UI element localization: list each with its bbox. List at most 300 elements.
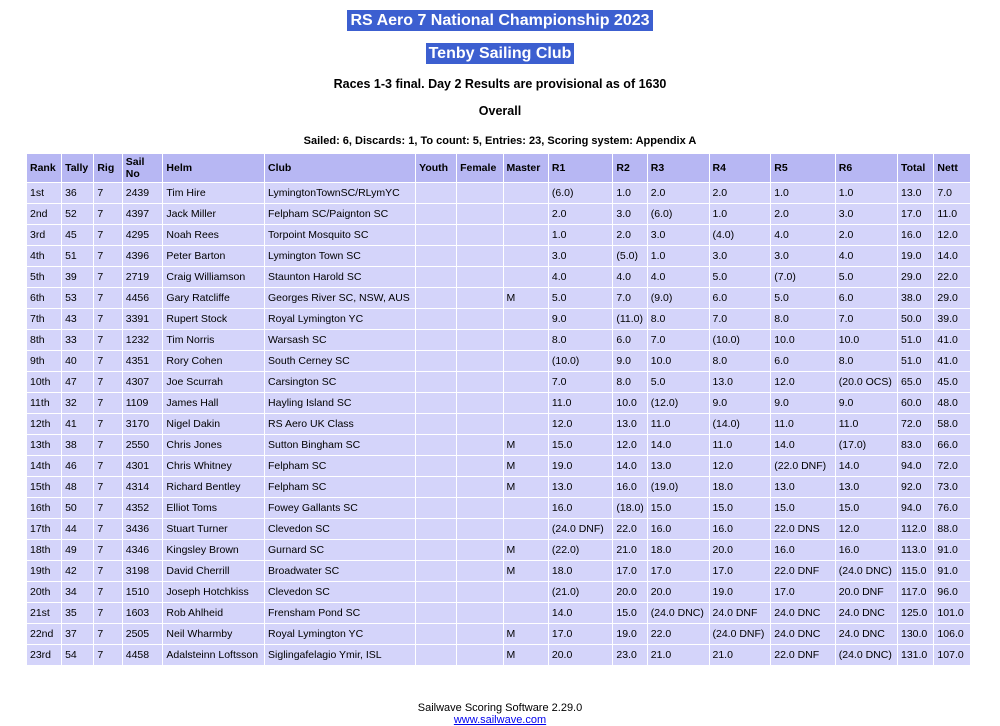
table-cell: 45 bbox=[62, 225, 93, 245]
table-cell bbox=[457, 288, 502, 308]
table-cell: 12.0 bbox=[710, 456, 771, 476]
column-header: Master bbox=[504, 154, 548, 182]
table-cell: 10th bbox=[27, 372, 61, 392]
table-body bbox=[27, 183, 970, 665]
table-row bbox=[27, 288, 970, 308]
column-header: Youth bbox=[416, 154, 456, 182]
table-cell bbox=[457, 183, 502, 203]
table-cell bbox=[457, 393, 502, 413]
table-cell: 12.0 bbox=[549, 414, 613, 434]
table-cell: 19.0 bbox=[549, 456, 613, 476]
table-cell: Sutton Bingham SC bbox=[265, 435, 415, 455]
column-header: Helm bbox=[163, 154, 264, 182]
table-cell: 1.0 bbox=[549, 225, 613, 245]
table-cell bbox=[416, 582, 456, 602]
table-cell: (24.0 DNC) bbox=[836, 561, 897, 581]
table-cell: 1.0 bbox=[836, 183, 897, 203]
table-cell bbox=[504, 414, 548, 434]
table-cell: Chris Jones bbox=[163, 435, 264, 455]
footer bbox=[0, 702, 1000, 726]
table-cell bbox=[416, 540, 456, 560]
table-cell: 7 bbox=[94, 645, 121, 665]
table-cell: 29.0 bbox=[934, 288, 970, 308]
table-cell: (4.0) bbox=[710, 225, 771, 245]
table-cell: 4397 bbox=[123, 204, 163, 224]
column-header: R1 bbox=[549, 154, 613, 182]
table-cell: 76.0 bbox=[934, 498, 970, 518]
table-cell: (10.0) bbox=[710, 330, 771, 350]
table-cell: 32 bbox=[62, 393, 93, 413]
table-cell: Felpham SC bbox=[265, 477, 415, 497]
table-cell: 5.0 bbox=[710, 267, 771, 287]
table-cell: 16.0 bbox=[771, 540, 835, 560]
table-cell bbox=[416, 519, 456, 539]
table-cell bbox=[504, 351, 548, 371]
table-cell: 24.0 DNC bbox=[836, 624, 897, 644]
table-cell: 4456 bbox=[123, 288, 163, 308]
table-cell: Tim Norris bbox=[163, 330, 264, 350]
table-row bbox=[27, 456, 970, 476]
table-cell: 16.0 bbox=[898, 225, 933, 245]
table-cell: 41.0 bbox=[934, 351, 970, 371]
results-table bbox=[26, 153, 971, 666]
table-cell bbox=[416, 288, 456, 308]
table-cell: James Hall bbox=[163, 393, 264, 413]
table-row bbox=[27, 372, 970, 392]
table-cell: 9.0 bbox=[549, 309, 613, 329]
table-cell: 4.0 bbox=[836, 246, 897, 266]
table-cell: (24.0 DNC) bbox=[836, 645, 897, 665]
table-row bbox=[27, 561, 970, 581]
table-cell: Frensham Pond SC bbox=[265, 603, 415, 623]
table-row bbox=[27, 645, 970, 665]
table-cell: 22.0 DNF bbox=[771, 561, 835, 581]
table-cell: 15.0 bbox=[710, 498, 771, 518]
table-cell: Gary Ratcliffe bbox=[163, 288, 264, 308]
table-cell: 125.0 bbox=[898, 603, 933, 623]
table-cell bbox=[416, 561, 456, 581]
table-cell: 9.0 bbox=[836, 393, 897, 413]
column-header: R3 bbox=[648, 154, 709, 182]
table-cell: 7.0 bbox=[710, 309, 771, 329]
table-cell: 42 bbox=[62, 561, 93, 581]
table-cell: 41.0 bbox=[934, 330, 970, 350]
table-cell: 8.0 bbox=[613, 372, 646, 392]
table-cell: 4.0 bbox=[771, 225, 835, 245]
table-cell: David Cherrill bbox=[163, 561, 264, 581]
table-cell: M bbox=[504, 645, 548, 665]
table-cell: 5.0 bbox=[836, 267, 897, 287]
table-cell bbox=[504, 393, 548, 413]
table-cell: 51 bbox=[62, 246, 93, 266]
table-cell: 12.0 bbox=[613, 435, 646, 455]
table-cell: 43 bbox=[62, 309, 93, 329]
table-cell: 19.0 bbox=[898, 246, 933, 266]
table-cell: Gurnard SC bbox=[265, 540, 415, 560]
table-cell: 7 bbox=[94, 246, 121, 266]
table-cell bbox=[504, 204, 548, 224]
table-cell: 91.0 bbox=[934, 561, 970, 581]
table-cell: 13.0 bbox=[771, 477, 835, 497]
table-cell bbox=[416, 267, 456, 287]
table-cell: 13.0 bbox=[898, 183, 933, 203]
table-cell: 7 bbox=[94, 540, 121, 560]
table-cell: 1232 bbox=[123, 330, 163, 350]
column-header: Rig bbox=[94, 154, 121, 182]
table-cell: LymingtonTownSC/RLymYC bbox=[265, 183, 415, 203]
table-cell: 16.0 bbox=[549, 498, 613, 518]
table-cell: 7.0 bbox=[549, 372, 613, 392]
table-cell: M bbox=[504, 561, 548, 581]
table-cell: 131.0 bbox=[898, 645, 933, 665]
table-cell: 4458 bbox=[123, 645, 163, 665]
table-cell: 2nd bbox=[27, 204, 61, 224]
table-cell: 18.0 bbox=[710, 477, 771, 497]
table-cell: (14.0) bbox=[710, 414, 771, 434]
table-cell: 13.0 bbox=[549, 477, 613, 497]
table-cell: 106.0 bbox=[934, 624, 970, 644]
table-cell: (5.0) bbox=[613, 246, 646, 266]
table-cell: Royal Lymington YC bbox=[265, 309, 415, 329]
table-cell: (24.0 DNC) bbox=[648, 603, 709, 623]
table-cell: 40 bbox=[62, 351, 93, 371]
table-cell: 9.0 bbox=[613, 351, 646, 371]
table-cell: 8.0 bbox=[549, 330, 613, 350]
table-cell: 1510 bbox=[123, 582, 163, 602]
table-cell: 17th bbox=[27, 519, 61, 539]
table-cell: 3rd bbox=[27, 225, 61, 245]
table-cell: 13.0 bbox=[613, 414, 646, 434]
table-cell: Rob Ahlheid bbox=[163, 603, 264, 623]
table-cell: 1st bbox=[27, 183, 61, 203]
venue-title: Tenby Sailing Club bbox=[426, 43, 575, 64]
table-cell: 6.0 bbox=[710, 288, 771, 308]
table-cell: 20th bbox=[27, 582, 61, 602]
table-row bbox=[27, 540, 970, 560]
table-cell bbox=[457, 582, 502, 602]
table-cell: (21.0) bbox=[549, 582, 613, 602]
table-cell: 8.0 bbox=[710, 351, 771, 371]
table-cell: 19.0 bbox=[613, 624, 646, 644]
table-cell: 22.0 bbox=[648, 624, 709, 644]
table-cell bbox=[416, 603, 456, 623]
table-cell: 7 bbox=[94, 456, 121, 476]
table-cell bbox=[416, 393, 456, 413]
table-row bbox=[27, 183, 970, 203]
table-cell: 7 bbox=[94, 393, 121, 413]
table-cell: 94.0 bbox=[898, 498, 933, 518]
table-cell: 5.0 bbox=[648, 372, 709, 392]
table-cell: RS Aero UK Class bbox=[265, 414, 415, 434]
table-cell: 41 bbox=[62, 414, 93, 434]
table-cell: 50 bbox=[62, 498, 93, 518]
table-cell: 13th bbox=[27, 435, 61, 455]
table-cell: Joseph Hotchkiss bbox=[163, 582, 264, 602]
table-cell: 58.0 bbox=[934, 414, 970, 434]
table-cell: Elliot Toms bbox=[163, 498, 264, 518]
table-cell: 7 bbox=[94, 309, 121, 329]
table-cell: 3436 bbox=[123, 519, 163, 539]
table-cell: 35 bbox=[62, 603, 93, 623]
table-cell: 4351 bbox=[123, 351, 163, 371]
column-header: R2 bbox=[613, 154, 646, 182]
table-cell: 11.0 bbox=[710, 435, 771, 455]
table-cell: 73.0 bbox=[934, 477, 970, 497]
table-row bbox=[27, 498, 970, 518]
table-cell: 2.0 bbox=[613, 225, 646, 245]
table-cell: 4295 bbox=[123, 225, 163, 245]
table-cell: 7 bbox=[94, 183, 121, 203]
table-cell: 8th bbox=[27, 330, 61, 350]
table-row bbox=[27, 624, 970, 644]
table-row bbox=[27, 603, 970, 623]
table-cell: 11th bbox=[27, 393, 61, 413]
table-cell: 72.0 bbox=[934, 456, 970, 476]
table-cell bbox=[457, 540, 502, 560]
table-cell: 4314 bbox=[123, 477, 163, 497]
table-cell bbox=[457, 645, 502, 665]
table-cell: 16.0 bbox=[836, 540, 897, 560]
table-cell bbox=[457, 414, 502, 434]
table-cell bbox=[416, 624, 456, 644]
table-cell: Felpham SC/Paignton SC bbox=[265, 204, 415, 224]
table-cell: 4301 bbox=[123, 456, 163, 476]
table-cell: Georges River SC, NSW, AUS bbox=[265, 288, 415, 308]
table-cell: (17.0) bbox=[836, 435, 897, 455]
table-cell: Kingsley Brown bbox=[163, 540, 264, 560]
table-cell bbox=[457, 267, 502, 287]
table-cell: 18th bbox=[27, 540, 61, 560]
table-cell bbox=[416, 498, 456, 518]
table-cell: 3.0 bbox=[613, 204, 646, 224]
table-cell: 15.0 bbox=[613, 603, 646, 623]
table-cell: 34 bbox=[62, 582, 93, 602]
table-cell: Siglingafelagio Ymir, ISL bbox=[265, 645, 415, 665]
column-header: Tally bbox=[62, 154, 93, 182]
table-cell: 1.0 bbox=[771, 183, 835, 203]
table-cell bbox=[457, 372, 502, 392]
table-cell bbox=[416, 204, 456, 224]
table-cell: Adalsteinn Loftsson bbox=[163, 645, 264, 665]
table-cell: Felpham SC bbox=[265, 456, 415, 476]
table-cell: Rory Cohen bbox=[163, 351, 264, 371]
results-page bbox=[0, 10, 1000, 726]
table-cell: (12.0) bbox=[648, 393, 709, 413]
table-cell: 4.0 bbox=[648, 267, 709, 287]
table-cell bbox=[457, 351, 502, 371]
table-cell: 7.0 bbox=[613, 288, 646, 308]
table-cell: 2.0 bbox=[710, 183, 771, 203]
table-cell: 8.0 bbox=[771, 309, 835, 329]
table-cell: 38.0 bbox=[898, 288, 933, 308]
table-cell: 21.0 bbox=[613, 540, 646, 560]
table-cell: Stuart Turner bbox=[163, 519, 264, 539]
table-cell: 9.0 bbox=[710, 393, 771, 413]
table-cell: 2.0 bbox=[836, 225, 897, 245]
table-cell bbox=[457, 519, 502, 539]
table-cell: 7 bbox=[94, 204, 121, 224]
table-cell: 15.0 bbox=[549, 435, 613, 455]
table-cell: 20.0 DNF bbox=[836, 582, 897, 602]
table-cell: 14.0 bbox=[613, 456, 646, 476]
table-cell: 7 bbox=[94, 435, 121, 455]
table-cell: 44 bbox=[62, 519, 93, 539]
table-cell: 17.0 bbox=[898, 204, 933, 224]
table-cell: Peter Barton bbox=[163, 246, 264, 266]
table-cell bbox=[457, 561, 502, 581]
table-cell: 11.0 bbox=[934, 204, 970, 224]
table-cell: 6.0 bbox=[613, 330, 646, 350]
table-cell bbox=[457, 456, 502, 476]
table-cell: Neil Wharmby bbox=[163, 624, 264, 644]
table-cell: 1603 bbox=[123, 603, 163, 623]
table-cell: (18.0) bbox=[613, 498, 646, 518]
table-cell: 14.0 bbox=[934, 246, 970, 266]
table-cell bbox=[416, 183, 456, 203]
table-cell: Royal Lymington YC bbox=[265, 624, 415, 644]
table-cell: Carsington SC bbox=[265, 372, 415, 392]
table-cell: Clevedon SC bbox=[265, 519, 415, 539]
table-cell: 2.0 bbox=[549, 204, 613, 224]
table-cell bbox=[416, 414, 456, 434]
table-cell: 112.0 bbox=[898, 519, 933, 539]
table-cell: 7 bbox=[94, 414, 121, 434]
table-cell: 17.0 bbox=[710, 561, 771, 581]
table-cell: 24.0 DNF bbox=[710, 603, 771, 623]
table-cell bbox=[504, 582, 548, 602]
table-cell bbox=[416, 330, 456, 350]
table-cell: (20.0 OCS) bbox=[836, 372, 897, 392]
table-cell: 3198 bbox=[123, 561, 163, 581]
table-cell: 51.0 bbox=[898, 351, 933, 371]
table-cell: 10.0 bbox=[648, 351, 709, 371]
table-cell: 22nd bbox=[27, 624, 61, 644]
table-cell: 1.0 bbox=[648, 246, 709, 266]
table-cell: 53 bbox=[62, 288, 93, 308]
table-cell: 7.0 bbox=[934, 183, 970, 203]
table-cell bbox=[504, 183, 548, 203]
table-cell: Jack Miller bbox=[163, 204, 264, 224]
table-cell: 22.0 bbox=[613, 519, 646, 539]
table-cell: 7 bbox=[94, 351, 121, 371]
software-credit: Sailwave Scoring Software 2.29.0 bbox=[417, 702, 583, 714]
table-cell: 21.0 bbox=[710, 645, 771, 665]
table-cell: 9.0 bbox=[771, 393, 835, 413]
table-cell: 11.0 bbox=[771, 414, 835, 434]
table-cell: (19.0) bbox=[648, 477, 709, 497]
table-cell bbox=[457, 330, 502, 350]
table-cell: 49 bbox=[62, 540, 93, 560]
table-cell: 72.0 bbox=[898, 414, 933, 434]
column-header: R5 bbox=[771, 154, 835, 182]
table-cell: 3.0 bbox=[710, 246, 771, 266]
table-cell: 7 bbox=[94, 477, 121, 497]
column-header: Club bbox=[265, 154, 415, 182]
table-cell: 23rd bbox=[27, 645, 61, 665]
table-cell: 9th bbox=[27, 351, 61, 371]
table-cell: 15th bbox=[27, 477, 61, 497]
table-cell: 29.0 bbox=[898, 267, 933, 287]
table-cell: 20.0 bbox=[613, 582, 646, 602]
sailwave-link[interactable]: www.sailwave.com bbox=[453, 714, 547, 726]
table-cell: 94.0 bbox=[898, 456, 933, 476]
table-cell: 14th bbox=[27, 456, 61, 476]
table-cell bbox=[504, 372, 548, 392]
table-cell bbox=[457, 603, 502, 623]
table-cell: 47 bbox=[62, 372, 93, 392]
table-cell: 12th bbox=[27, 414, 61, 434]
table-cell: 50.0 bbox=[898, 309, 933, 329]
table-cell: 4352 bbox=[123, 498, 163, 518]
table-cell bbox=[504, 603, 548, 623]
table-cell: 2505 bbox=[123, 624, 163, 644]
table-row bbox=[27, 246, 970, 266]
table-cell bbox=[457, 225, 502, 245]
table-header-row bbox=[27, 154, 970, 182]
column-header: Nett bbox=[934, 154, 970, 182]
table-cell: Tim Hire bbox=[163, 183, 264, 203]
table-cell: 18.0 bbox=[648, 540, 709, 560]
table-cell: 10.0 bbox=[836, 330, 897, 350]
table-row bbox=[27, 267, 970, 287]
table-cell: 15.0 bbox=[771, 498, 835, 518]
table-cell bbox=[457, 477, 502, 497]
table-cell: 4.0 bbox=[549, 267, 613, 287]
table-cell: 83.0 bbox=[898, 435, 933, 455]
table-cell: 91.0 bbox=[934, 540, 970, 560]
table-cell bbox=[504, 519, 548, 539]
table-cell bbox=[457, 624, 502, 644]
table-cell: South Cerney SC bbox=[265, 351, 415, 371]
table-cell: 4.0 bbox=[613, 267, 646, 287]
table-cell: Hayling Island SC bbox=[265, 393, 415, 413]
table-cell: 8.0 bbox=[648, 309, 709, 329]
table-cell: 117.0 bbox=[898, 582, 933, 602]
table-cell: (9.0) bbox=[648, 288, 709, 308]
table-cell: Lymington Town SC bbox=[265, 246, 415, 266]
table-cell: 2.0 bbox=[771, 204, 835, 224]
table-cell: 11.0 bbox=[549, 393, 613, 413]
table-cell: 16.0 bbox=[613, 477, 646, 497]
table-cell: 46 bbox=[62, 456, 93, 476]
table-cell: M bbox=[504, 477, 548, 497]
table-row bbox=[27, 435, 970, 455]
table-cell: 17.0 bbox=[549, 624, 613, 644]
table-cell: (10.0) bbox=[549, 351, 613, 371]
table-cell bbox=[457, 246, 502, 266]
table-cell bbox=[416, 351, 456, 371]
table-cell: 12.0 bbox=[934, 225, 970, 245]
table-cell: 7 bbox=[94, 267, 121, 287]
column-header: R6 bbox=[836, 154, 897, 182]
table-cell: 17.0 bbox=[771, 582, 835, 602]
table-cell: 7 bbox=[94, 288, 121, 308]
table-cell: 10.0 bbox=[771, 330, 835, 350]
table-cell bbox=[416, 456, 456, 476]
table-cell: (24.0 DNF) bbox=[549, 519, 613, 539]
table-cell bbox=[504, 225, 548, 245]
table-cell: (22.0 DNF) bbox=[771, 456, 835, 476]
table-cell: (7.0) bbox=[771, 267, 835, 287]
table-cell: 16.0 bbox=[710, 519, 771, 539]
table-cell: Torpoint Mosquito SC bbox=[265, 225, 415, 245]
table-cell: 107.0 bbox=[934, 645, 970, 665]
table-cell: 18.0 bbox=[549, 561, 613, 581]
table-row bbox=[27, 204, 970, 224]
table-cell: 12.0 bbox=[836, 519, 897, 539]
table-cell: 39 bbox=[62, 267, 93, 287]
table-cell: 17.0 bbox=[613, 561, 646, 581]
